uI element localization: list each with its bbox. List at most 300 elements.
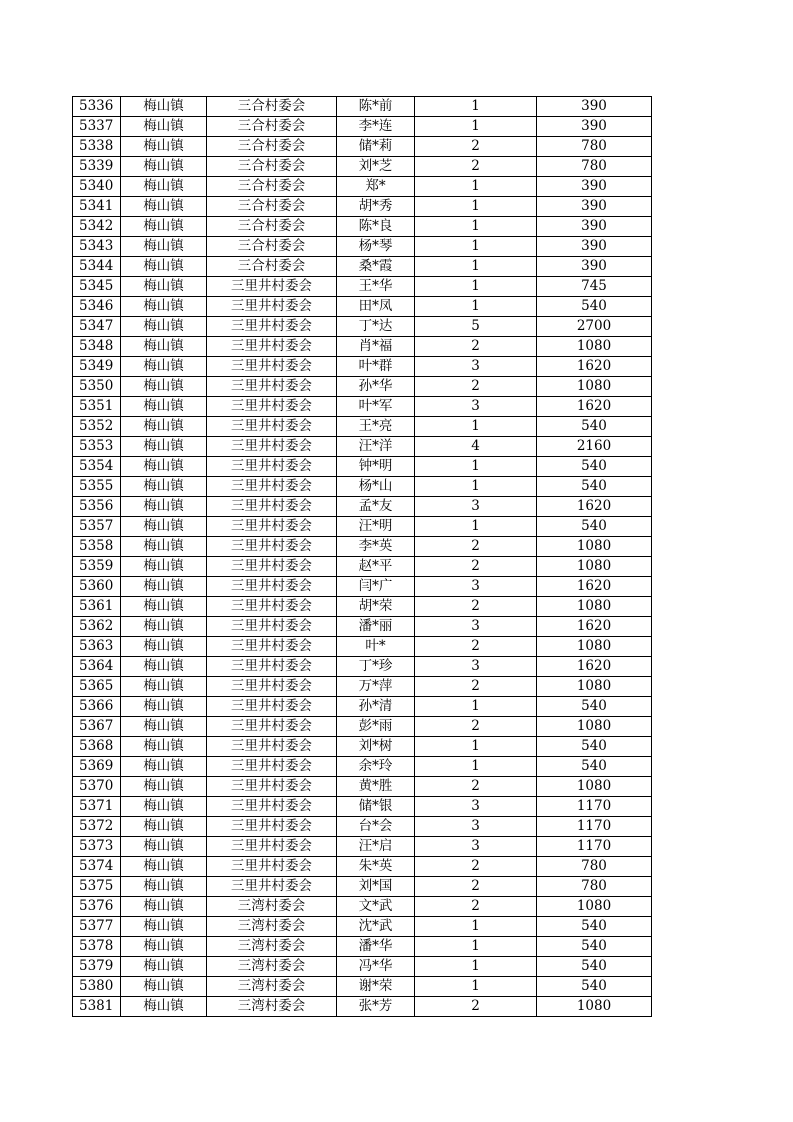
cell-id: 5380 [73, 977, 121, 997]
cell-count: 1 [415, 757, 537, 777]
cell-name: 孙*华 [337, 377, 415, 397]
cell-village: 三湾村委会 [207, 897, 337, 917]
cell-count: 2 [415, 637, 537, 657]
table-row [73, 577, 652, 597]
cell-amount: 1080 [537, 537, 652, 557]
cell-amount: 1620 [537, 397, 652, 417]
table-row [73, 957, 652, 977]
cell-name: 朱*英 [337, 857, 415, 877]
cell-village: 三里井村委会 [207, 357, 337, 377]
cell-town: 梅山镇 [121, 997, 207, 1017]
cell-town: 梅山镇 [121, 557, 207, 577]
cell-name: 王*华 [337, 277, 415, 297]
table-row [73, 117, 652, 137]
cell-name: 沈*武 [337, 917, 415, 937]
cell-count: 2 [415, 717, 537, 737]
roster-table-body [73, 97, 652, 1017]
cell-name: 丁*珍 [337, 657, 415, 677]
cell-amount: 1170 [537, 797, 652, 817]
cell-id: 5357 [73, 517, 121, 537]
cell-id: 5336 [73, 97, 121, 117]
cell-town: 梅山镇 [121, 197, 207, 217]
cell-village: 三里井村委会 [207, 617, 337, 637]
cell-id: 5369 [73, 757, 121, 777]
table-row [73, 817, 652, 837]
cell-count: 3 [415, 797, 537, 817]
cell-amount: 1620 [537, 657, 652, 677]
cell-amount: 540 [537, 477, 652, 497]
cell-count: 1 [415, 977, 537, 997]
cell-name: 万*萍 [337, 677, 415, 697]
cell-id: 5373 [73, 837, 121, 857]
cell-id: 5347 [73, 317, 121, 337]
cell-town: 梅山镇 [121, 297, 207, 317]
cell-village: 三里井村委会 [207, 677, 337, 697]
cell-name: 汪*洋 [337, 437, 415, 457]
cell-amount: 780 [537, 157, 652, 177]
cell-town: 梅山镇 [121, 757, 207, 777]
cell-town: 梅山镇 [121, 237, 207, 257]
cell-name: 郑* [337, 177, 415, 197]
cell-id: 5376 [73, 897, 121, 917]
cell-town: 梅山镇 [121, 437, 207, 457]
table-row [73, 277, 652, 297]
cell-name: 文*武 [337, 897, 415, 917]
cell-town: 梅山镇 [121, 957, 207, 977]
cell-id: 5364 [73, 657, 121, 677]
table-row [73, 857, 652, 877]
table-row [73, 457, 652, 477]
cell-village: 三里井村委会 [207, 597, 337, 617]
cell-town: 梅山镇 [121, 737, 207, 757]
table-row [73, 597, 652, 617]
table-row [73, 697, 652, 717]
cell-name: 叶*群 [337, 357, 415, 377]
cell-name: 汪*明 [337, 517, 415, 537]
cell-id: 5361 [73, 597, 121, 617]
table-row [73, 737, 652, 757]
cell-name: 陈*良 [337, 217, 415, 237]
cell-town: 梅山镇 [121, 277, 207, 297]
cell-count: 2 [415, 557, 537, 577]
cell-village: 三里井村委会 [207, 497, 337, 517]
cell-town: 梅山镇 [121, 877, 207, 897]
cell-amount: 1620 [537, 497, 652, 517]
table-row [73, 797, 652, 817]
cell-id: 5340 [73, 177, 121, 197]
cell-id: 5350 [73, 377, 121, 397]
cell-id: 5363 [73, 637, 121, 657]
cell-town: 梅山镇 [121, 257, 207, 277]
table-row [73, 997, 652, 1017]
cell-village: 三里井村委会 [207, 877, 337, 897]
cell-amount: 390 [537, 237, 652, 257]
table-row [73, 257, 652, 277]
cell-town: 梅山镇 [121, 617, 207, 637]
cell-village: 三合村委会 [207, 177, 337, 197]
cell-amount: 1080 [537, 557, 652, 577]
cell-name: 陈*前 [337, 97, 415, 117]
table-row [73, 137, 652, 157]
cell-count: 3 [415, 397, 537, 417]
cell-town: 梅山镇 [121, 397, 207, 417]
cell-name: 叶*军 [337, 397, 415, 417]
cell-count: 2 [415, 137, 537, 157]
table-row [73, 677, 652, 697]
cell-amount: 780 [537, 877, 652, 897]
cell-name: 彭*雨 [337, 717, 415, 737]
table-row [73, 157, 652, 177]
cell-village: 三合村委会 [207, 257, 337, 277]
cell-amount: 1080 [537, 637, 652, 657]
cell-count: 1 [415, 197, 537, 217]
cell-count: 2 [415, 897, 537, 917]
cell-village: 三里井村委会 [207, 737, 337, 757]
cell-id: 5379 [73, 957, 121, 977]
table-row [73, 937, 652, 957]
cell-town: 梅山镇 [121, 117, 207, 137]
cell-town: 梅山镇 [121, 837, 207, 857]
cell-amount: 780 [537, 857, 652, 877]
cell-town: 梅山镇 [121, 797, 207, 817]
cell-name: 黄*胜 [337, 777, 415, 797]
cell-id: 5343 [73, 237, 121, 257]
cell-town: 梅山镇 [121, 217, 207, 237]
cell-town: 梅山镇 [121, 937, 207, 957]
cell-name: 胡*秀 [337, 197, 415, 217]
cell-id: 5337 [73, 117, 121, 137]
table-row [73, 657, 652, 677]
cell-village: 三湾村委会 [207, 957, 337, 977]
cell-id: 5354 [73, 457, 121, 477]
cell-name: 赵*平 [337, 557, 415, 577]
cell-village: 三里井村委会 [207, 637, 337, 657]
table-row [73, 197, 652, 217]
cell-count: 2 [415, 597, 537, 617]
cell-name: 汪*启 [337, 837, 415, 857]
cell-name: 孙*清 [337, 697, 415, 717]
cell-amount: 390 [537, 217, 652, 237]
cell-town: 梅山镇 [121, 897, 207, 917]
cell-id: 5368 [73, 737, 121, 757]
table-row [73, 537, 652, 557]
cell-id: 5359 [73, 557, 121, 577]
roster-table [72, 96, 652, 1017]
table-row [73, 917, 652, 937]
cell-town: 梅山镇 [121, 357, 207, 377]
cell-count: 2 [415, 157, 537, 177]
cell-amount: 1620 [537, 617, 652, 637]
cell-amount: 1080 [537, 677, 652, 697]
cell-village: 三合村委会 [207, 97, 337, 117]
cell-id: 5365 [73, 677, 121, 697]
cell-village: 三里井村委会 [207, 697, 337, 717]
cell-count: 1 [415, 277, 537, 297]
table-row [73, 317, 652, 337]
table-row [73, 297, 652, 317]
cell-count: 2 [415, 377, 537, 397]
table-row [73, 877, 652, 897]
cell-town: 梅山镇 [121, 517, 207, 537]
cell-amount: 745 [537, 277, 652, 297]
cell-name: 潘*丽 [337, 617, 415, 637]
table-row [73, 377, 652, 397]
cell-village: 三里井村委会 [207, 757, 337, 777]
cell-id: 5370 [73, 777, 121, 797]
cell-amount: 1080 [537, 717, 652, 737]
cell-count: 1 [415, 237, 537, 257]
cell-count: 1 [415, 957, 537, 977]
cell-town: 梅山镇 [121, 717, 207, 737]
cell-id: 5344 [73, 257, 121, 277]
cell-town: 梅山镇 [121, 137, 207, 157]
cell-amount: 540 [537, 917, 652, 937]
table-row [73, 477, 652, 497]
cell-name: 储*莉 [337, 137, 415, 157]
cell-id: 5367 [73, 717, 121, 737]
cell-village: 三里井村委会 [207, 557, 337, 577]
table-row [73, 777, 652, 797]
table-row [73, 217, 652, 237]
cell-id: 5360 [73, 577, 121, 597]
cell-id: 5351 [73, 397, 121, 417]
cell-amount: 1080 [537, 777, 652, 797]
cell-town: 梅山镇 [121, 497, 207, 517]
cell-village: 三里井村委会 [207, 517, 337, 537]
cell-village: 三里井村委会 [207, 277, 337, 297]
cell-name: 桑*霞 [337, 257, 415, 277]
cell-amount: 540 [537, 937, 652, 957]
cell-count: 3 [415, 817, 537, 837]
cell-count: 3 [415, 837, 537, 857]
cell-id: 5366 [73, 697, 121, 717]
cell-count: 1 [415, 477, 537, 497]
cell-count: 1 [415, 257, 537, 277]
cell-name: 孟*友 [337, 497, 415, 517]
cell-village: 三里井村委会 [207, 477, 337, 497]
cell-count: 3 [415, 577, 537, 597]
table-row [73, 497, 652, 517]
cell-town: 梅山镇 [121, 677, 207, 697]
cell-town: 梅山镇 [121, 177, 207, 197]
cell-village: 三里井村委会 [207, 657, 337, 677]
cell-amount: 2160 [537, 437, 652, 457]
cell-name: 刘*树 [337, 737, 415, 757]
cell-amount: 540 [537, 757, 652, 777]
cell-amount: 1080 [537, 377, 652, 397]
cell-count: 2 [415, 537, 537, 557]
cell-amount: 540 [537, 297, 652, 317]
cell-count: 1 [415, 937, 537, 957]
cell-id: 5371 [73, 797, 121, 817]
cell-id: 5358 [73, 537, 121, 557]
cell-amount: 1080 [537, 997, 652, 1017]
cell-count: 1 [415, 737, 537, 757]
cell-amount: 390 [537, 97, 652, 117]
table-row [73, 97, 652, 117]
cell-town: 梅山镇 [121, 157, 207, 177]
cell-id: 5345 [73, 277, 121, 297]
cell-amount: 390 [537, 197, 652, 217]
cell-town: 梅山镇 [121, 457, 207, 477]
cell-count: 1 [415, 297, 537, 317]
cell-count: 1 [415, 117, 537, 137]
cell-count: 2 [415, 877, 537, 897]
document-page [72, 96, 651, 1017]
cell-town: 梅山镇 [121, 97, 207, 117]
cell-amount: 2700 [537, 317, 652, 337]
cell-count: 3 [415, 497, 537, 517]
cell-amount: 1080 [537, 337, 652, 357]
cell-village: 三里井村委会 [207, 337, 337, 357]
cell-name: 杨*山 [337, 477, 415, 497]
cell-count: 1 [415, 217, 537, 237]
cell-village: 三里井村委会 [207, 377, 337, 397]
cell-village: 三里井村委会 [207, 437, 337, 457]
cell-name: 杨*琴 [337, 237, 415, 257]
cell-count: 2 [415, 677, 537, 697]
cell-name: 谢*荣 [337, 977, 415, 997]
cell-town: 梅山镇 [121, 317, 207, 337]
cell-name: 肖*福 [337, 337, 415, 357]
cell-count: 1 [415, 917, 537, 937]
cell-village: 三合村委会 [207, 217, 337, 237]
cell-name: 刘*芝 [337, 157, 415, 177]
cell-village: 三里井村委会 [207, 457, 337, 477]
cell-name: 李*英 [337, 537, 415, 557]
cell-id: 5355 [73, 477, 121, 497]
cell-id: 5338 [73, 137, 121, 157]
cell-count: 5 [415, 317, 537, 337]
cell-count: 1 [415, 97, 537, 117]
cell-amount: 540 [537, 957, 652, 977]
cell-name: 叶* [337, 637, 415, 657]
table-row [73, 617, 652, 637]
cell-name: 张*芳 [337, 997, 415, 1017]
cell-id: 5348 [73, 337, 121, 357]
cell-count: 3 [415, 617, 537, 637]
cell-count: 1 [415, 697, 537, 717]
cell-count: 2 [415, 337, 537, 357]
cell-village: 三里井村委会 [207, 837, 337, 857]
cell-village: 三里井村委会 [207, 417, 337, 437]
cell-village: 三湾村委会 [207, 917, 337, 937]
cell-count: 3 [415, 357, 537, 377]
cell-amount: 1170 [537, 837, 652, 857]
cell-town: 梅山镇 [121, 917, 207, 937]
cell-town: 梅山镇 [121, 477, 207, 497]
table-row [73, 437, 652, 457]
cell-amount: 1080 [537, 897, 652, 917]
cell-village: 三里井村委会 [207, 817, 337, 837]
table-row [73, 837, 652, 857]
cell-id: 5339 [73, 157, 121, 177]
cell-town: 梅山镇 [121, 657, 207, 677]
cell-id: 5378 [73, 937, 121, 957]
cell-count: 2 [415, 777, 537, 797]
cell-amount: 1080 [537, 597, 652, 617]
cell-amount: 540 [537, 737, 652, 757]
cell-id: 5341 [73, 197, 121, 217]
cell-name: 闫*广 [337, 577, 415, 597]
cell-town: 梅山镇 [121, 597, 207, 617]
cell-amount: 1620 [537, 357, 652, 377]
cell-id: 5374 [73, 857, 121, 877]
cell-id: 5353 [73, 437, 121, 457]
cell-town: 梅山镇 [121, 817, 207, 837]
cell-name: 刘*国 [337, 877, 415, 897]
cell-village: 三合村委会 [207, 137, 337, 157]
table-row [73, 417, 652, 437]
cell-name: 钟*明 [337, 457, 415, 477]
cell-id: 5381 [73, 997, 121, 1017]
cell-amount: 540 [537, 517, 652, 537]
table-row [73, 237, 652, 257]
table-row [73, 557, 652, 577]
cell-name: 台*会 [337, 817, 415, 837]
table-row [73, 517, 652, 537]
cell-count: 3 [415, 657, 537, 677]
table-row [73, 337, 652, 357]
cell-amount: 540 [537, 697, 652, 717]
cell-village: 三合村委会 [207, 117, 337, 137]
cell-id: 5375 [73, 877, 121, 897]
cell-amount: 540 [537, 977, 652, 997]
cell-id: 5346 [73, 297, 121, 317]
cell-id: 5349 [73, 357, 121, 377]
cell-count: 1 [415, 517, 537, 537]
cell-count: 4 [415, 437, 537, 457]
cell-village: 三湾村委会 [207, 937, 337, 957]
cell-name: 冯*华 [337, 957, 415, 977]
table-row [73, 717, 652, 737]
cell-village: 三合村委会 [207, 237, 337, 257]
cell-id: 5356 [73, 497, 121, 517]
table-row [73, 757, 652, 777]
cell-amount: 390 [537, 257, 652, 277]
cell-count: 2 [415, 857, 537, 877]
cell-id: 5342 [73, 217, 121, 237]
cell-village: 三里井村委会 [207, 317, 337, 337]
cell-name: 王*亮 [337, 417, 415, 437]
cell-town: 梅山镇 [121, 377, 207, 397]
cell-village: 三合村委会 [207, 157, 337, 177]
cell-id: 5372 [73, 817, 121, 837]
cell-id: 5377 [73, 917, 121, 937]
cell-name: 田*凤 [337, 297, 415, 317]
table-row [73, 897, 652, 917]
cell-amount: 1620 [537, 577, 652, 597]
cell-village: 三里井村委会 [207, 717, 337, 737]
cell-town: 梅山镇 [121, 417, 207, 437]
cell-village: 三里井村委会 [207, 397, 337, 417]
table-row [73, 177, 652, 197]
cell-name: 潘*华 [337, 937, 415, 957]
cell-count: 2 [415, 997, 537, 1017]
table-row [73, 397, 652, 417]
cell-name: 储*银 [337, 797, 415, 817]
cell-town: 梅山镇 [121, 337, 207, 357]
cell-village: 三湾村委会 [207, 977, 337, 997]
cell-name: 余*玲 [337, 757, 415, 777]
table-row [73, 357, 652, 377]
cell-village: 三合村委会 [207, 197, 337, 217]
cell-name: 丁*达 [337, 317, 415, 337]
table-row [73, 977, 652, 997]
cell-id: 5362 [73, 617, 121, 637]
cell-name: 李*连 [337, 117, 415, 137]
cell-town: 梅山镇 [121, 577, 207, 597]
